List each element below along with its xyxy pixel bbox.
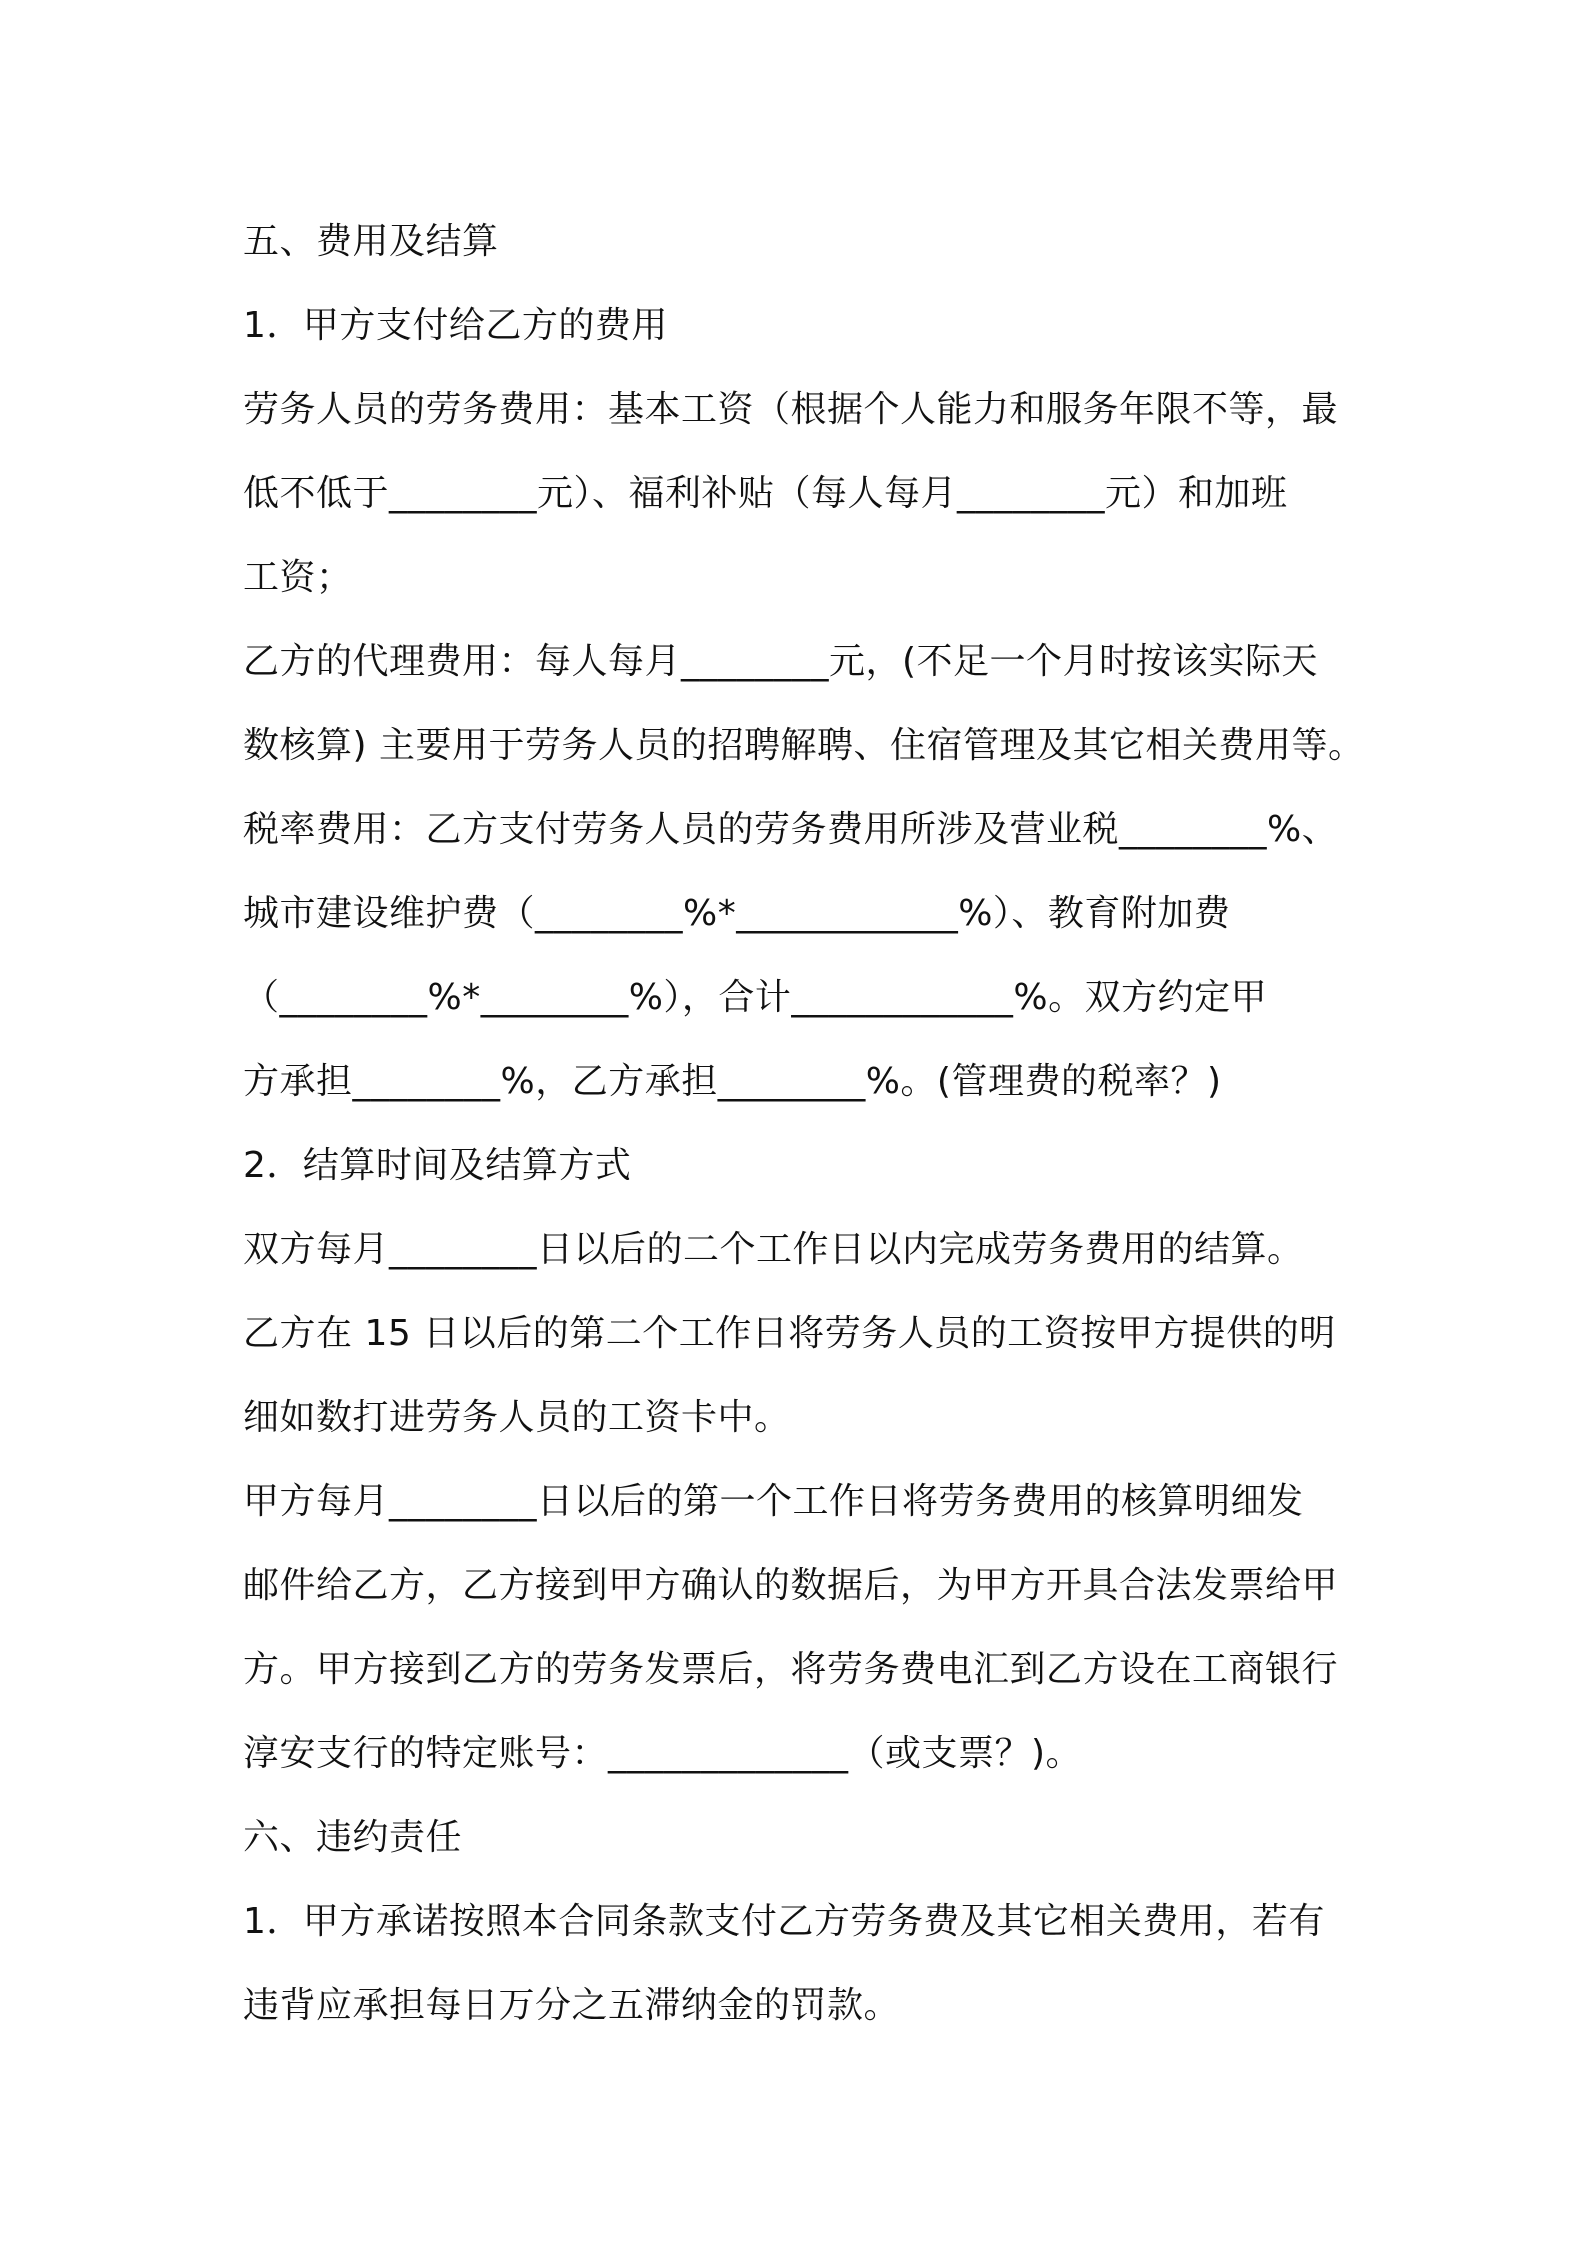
paragraph-line: 1．甲方承诺按照本合同条款支付乙方劳务费及其它相关费用，若有 bbox=[243, 1901, 1325, 1942]
clause-heading-settlement: 2．结算时间及结算方式 bbox=[243, 1145, 632, 1186]
paragraph-line: 方。甲方接到乙方的劳务发票后，将劳务费电汇到乙方设在工商银行 bbox=[243, 1649, 1339, 1690]
paragraph-line: 违背应承担每日万分之五滞纳金的罚款。 bbox=[243, 1985, 901, 2026]
paragraph-line: 城市建设维护费（________%*____________%）、教育附加费 bbox=[243, 893, 1231, 934]
paragraph-line: （________%*________%），合计____________%。双方约定甲 bbox=[243, 977, 1268, 1018]
paragraph-line: 数核算) 主要用于劳务人员的招聘解聘、住宿管理及其它相关费用等。 bbox=[243, 725, 1365, 766]
paragraph-line: 乙方的代理费用：每人每月________元，(不足一个月时按该实际天 bbox=[243, 641, 1319, 682]
paragraph-line: 细如数打进劳务人员的工资卡中。 bbox=[243, 1397, 791, 1438]
paragraph-line: 低不低于________元）、福利补贴（每人每月________元）和加班 bbox=[243, 473, 1288, 514]
paragraph-line: 劳务人员的劳务费用：基本工资（根据个人能力和服务年限不等，最 bbox=[243, 389, 1339, 430]
clause-heading-payment: 1．甲方支付给乙方的费用 bbox=[243, 305, 668, 346]
paragraph-line: 淳安支行的特定账号：_____________（或支票？)。 bbox=[243, 1733, 1083, 1774]
paragraph-line: 工资； bbox=[243, 557, 353, 598]
section-heading-liability: 六、违约责任 bbox=[243, 1817, 463, 1858]
paragraph-line: 双方每月________日以后的二个工作日以内完成劳务费用的结算。 bbox=[243, 1229, 1304, 1270]
paragraph-line: 邮件给乙方，乙方接到甲方确认的数据后，为甲方开具合法发票给甲 bbox=[243, 1565, 1339, 1606]
section-heading-fees: 五、费用及结算 bbox=[243, 221, 499, 262]
paragraph-line: 甲方每月________日以后的第一个工作日将劳务费用的核算明细发 bbox=[243, 1481, 1304, 1522]
paragraph-line: 税率费用：乙方支付劳务人员的劳务费用所涉及营业税________%、 bbox=[243, 809, 1339, 850]
paragraph-line: 乙方在 15 日以后的第二个工作日将劳务人员的工资按甲方提供的明 bbox=[243, 1313, 1336, 1354]
document-body bbox=[243, 200, 1363, 2048]
paragraph-line: 方承担________%，乙方承担________%。(管理费的税率？) bbox=[243, 1061, 1222, 1102]
